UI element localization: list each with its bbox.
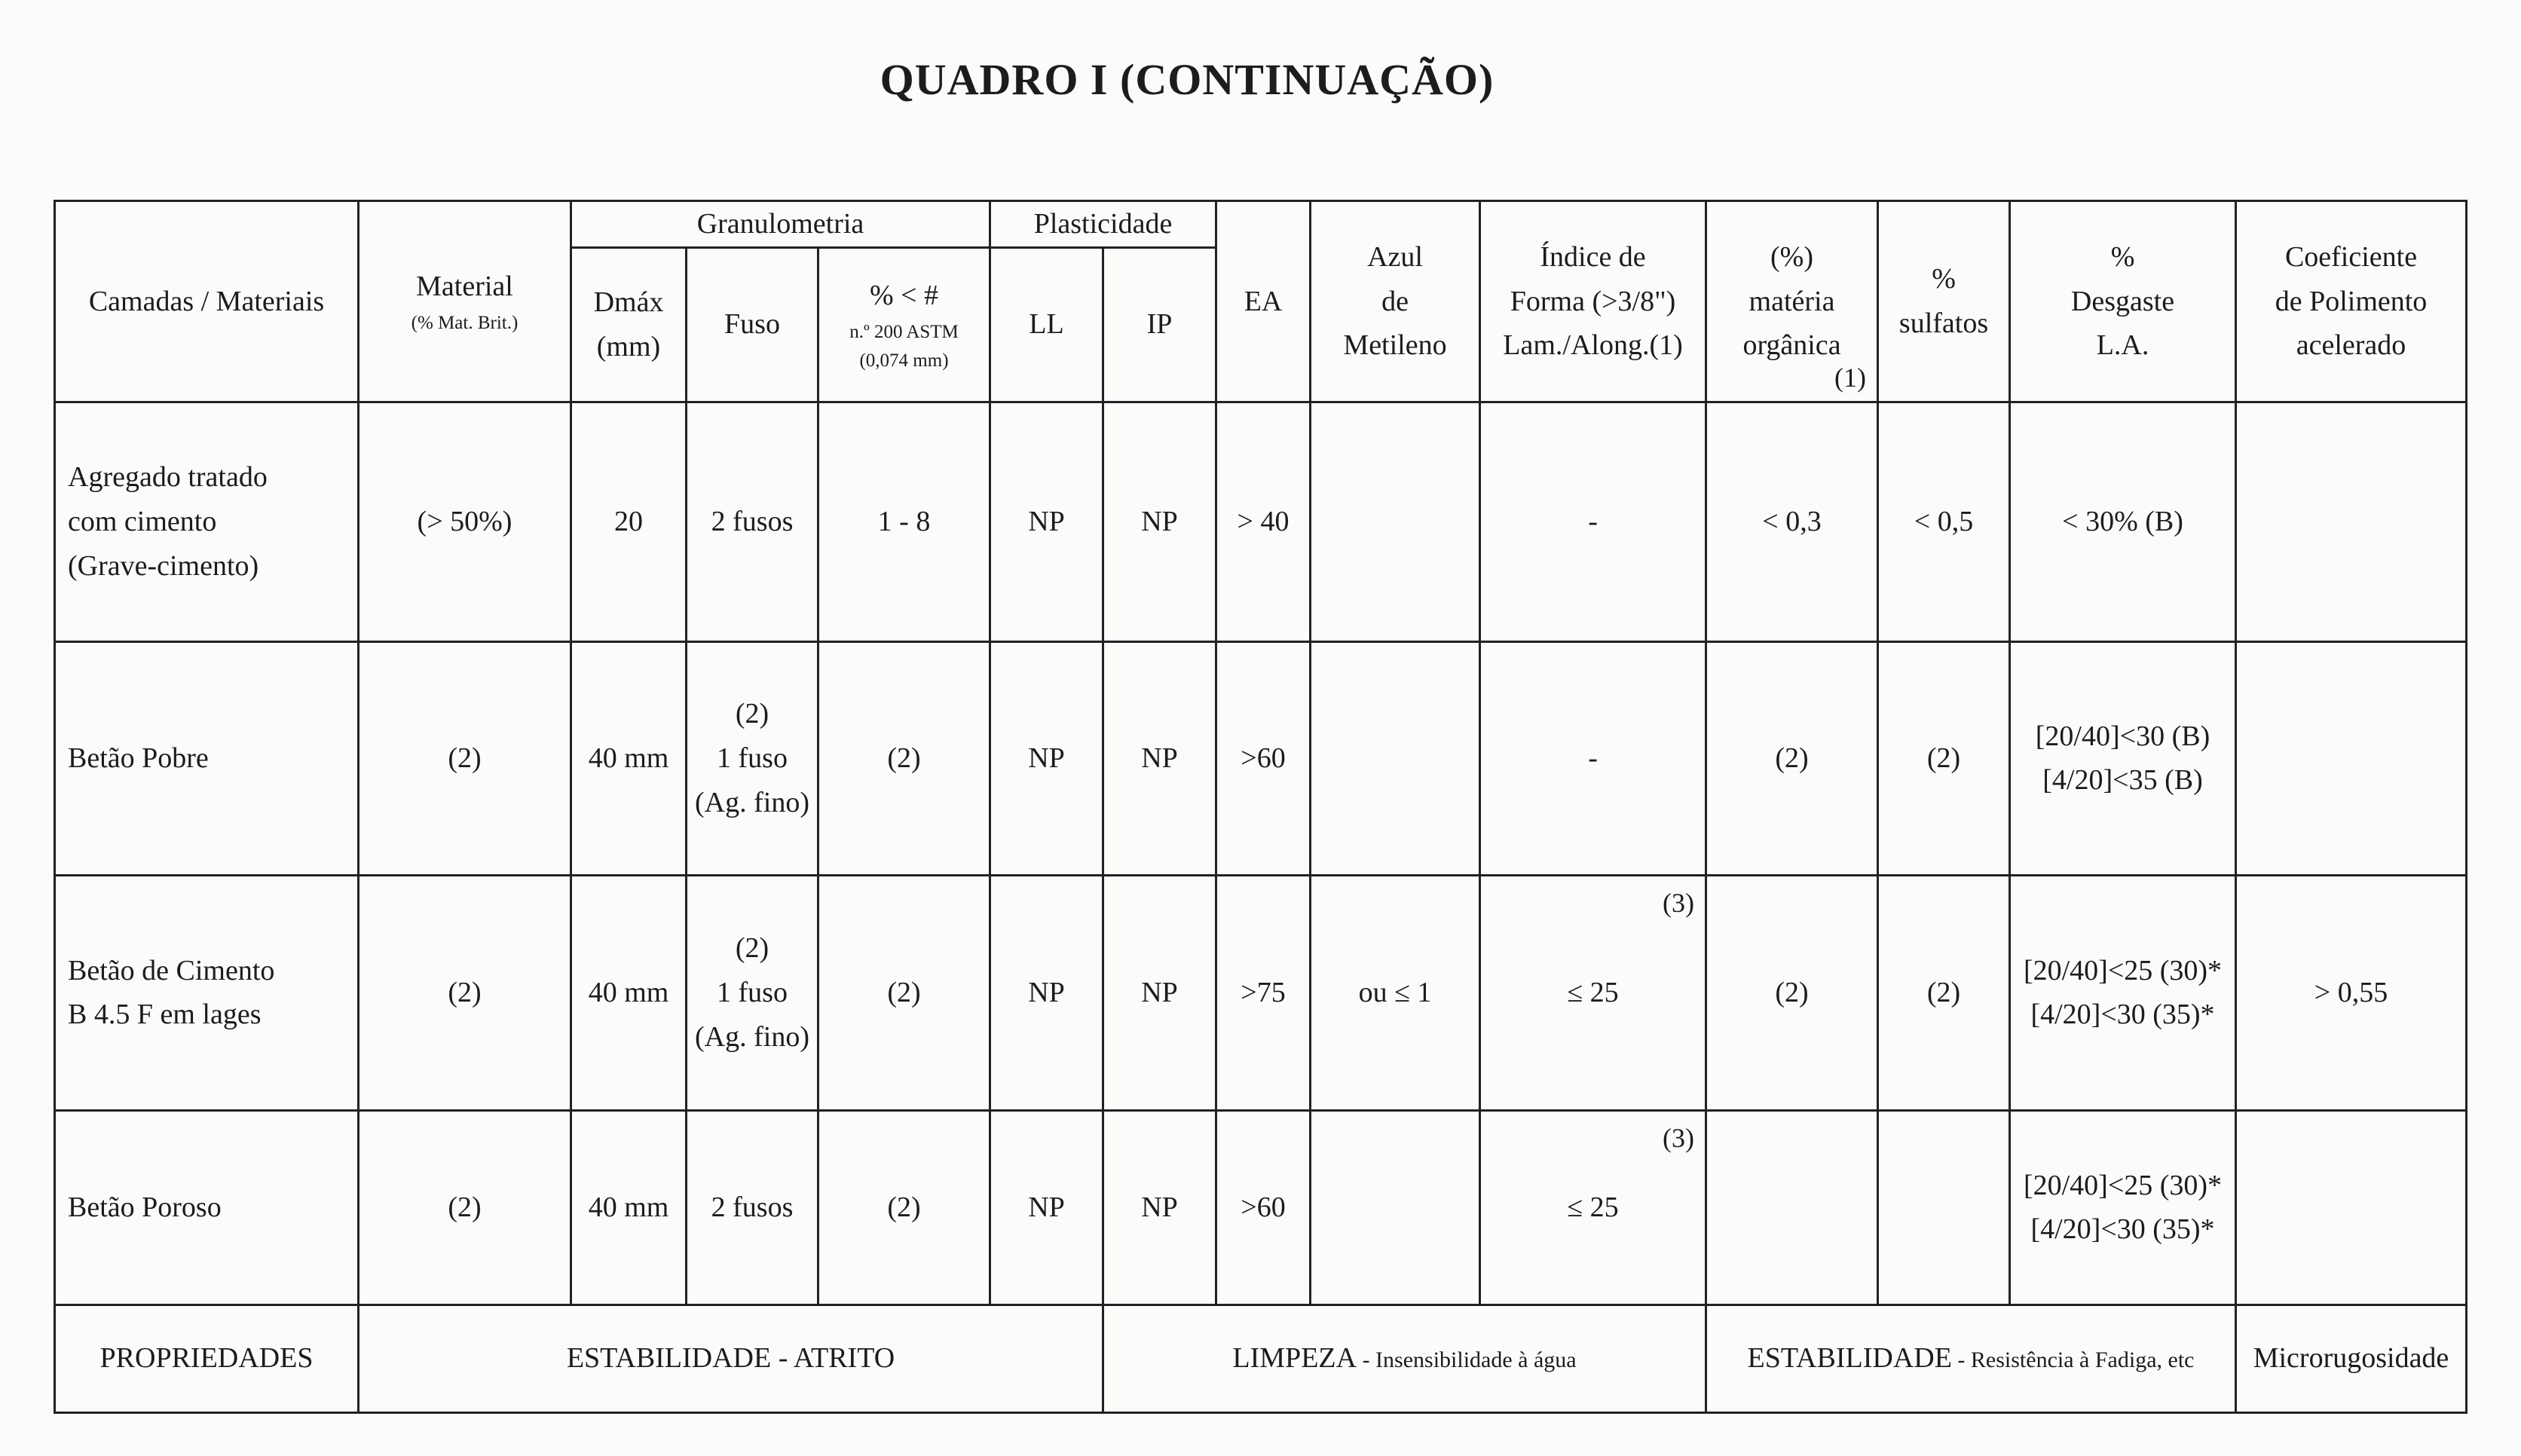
header-desg-line2: Desgaste xyxy=(2070,285,2175,317)
header-dmax xyxy=(571,247,687,402)
cell-passante: (2) xyxy=(818,641,990,875)
cell-ll: NP xyxy=(990,875,1103,1110)
cell-ea: > 40 xyxy=(1216,402,1311,641)
header-indice-forma xyxy=(1480,201,1706,402)
header-mo-line2: matéria xyxy=(1748,285,1835,317)
cell-ll: NP xyxy=(990,1110,1103,1305)
header-camadas: Camadas / Materiais xyxy=(55,201,359,402)
header-desgaste xyxy=(2010,201,2236,402)
header-dmax-line2: (mm) xyxy=(596,330,661,362)
cell-sulfatos: (2) xyxy=(1878,875,2010,1110)
cell-materia-organica: < 0,3 xyxy=(1706,402,1878,641)
cell-ip: NP xyxy=(1103,875,1216,1110)
cell-passante: (2) xyxy=(818,1110,990,1305)
cell-coeficiente xyxy=(2236,641,2467,875)
row-name xyxy=(55,402,359,641)
cell-materia-organica: (2) xyxy=(1706,641,1878,875)
cell-coeficiente xyxy=(2236,1110,2467,1305)
cell-ll: NP xyxy=(990,402,1103,641)
cell-coeficiente xyxy=(2236,402,2467,641)
header-materia-organica xyxy=(1706,201,1878,402)
cell-passante: (2) xyxy=(818,875,990,1110)
header-material-label: Material xyxy=(416,271,513,303)
cell-desgaste: < 30% (B) xyxy=(2010,402,2236,641)
header-ll: LL xyxy=(990,247,1103,402)
footer-estabilidade-atrito: ESTABILIDADE - ATRITO xyxy=(359,1305,1103,1412)
cell-ip: NP xyxy=(1103,402,1216,641)
cell-sulfatos: (2) xyxy=(1878,641,2010,875)
cell-material: (2) xyxy=(359,875,571,1110)
cell-fuso xyxy=(687,641,818,875)
header-material-sub: (% Mat. Brit.) xyxy=(411,313,519,334)
cell-indice-value: ≤ 25 xyxy=(1567,976,1619,1008)
header-azul-metileno xyxy=(1311,201,1480,402)
cell-ip: NP xyxy=(1103,641,1216,875)
cell-azul: ou ≤ 1 xyxy=(1311,875,1480,1110)
header-material xyxy=(359,201,571,402)
header-mo-note: (1) xyxy=(1834,362,1867,393)
cell-ip: NP xyxy=(1103,1110,1216,1305)
cell-indice xyxy=(1480,875,1706,1110)
header-passante-line2: n.º 200 ASTM xyxy=(849,321,959,342)
header-ea: EA xyxy=(1216,201,1311,402)
header-indice-line3: Lam./Along.(1) xyxy=(1503,329,1683,362)
cell-fuso xyxy=(687,875,818,1110)
header-plasticidade: Plasticidade xyxy=(990,201,1216,248)
header-indice-line1: Índice de xyxy=(1540,240,1646,273)
cell-desgaste-line1: [20/40]<25 (30)* xyxy=(2023,954,2223,986)
cell-dmax: 40 mm xyxy=(571,1110,687,1305)
row-name-line1: Betão de Cimento xyxy=(68,954,275,986)
header-sulf-line2: sulfatos xyxy=(1898,307,1989,339)
cell-desgaste-line1: [20/40]<25 (30)* xyxy=(2023,1169,2223,1201)
cell-fuso-line3: (Ag. fino) xyxy=(695,1020,809,1053)
cell-desgaste-line2: [4/20]<30 (35)* xyxy=(2030,999,2215,1031)
header-azul-line1: Azul xyxy=(1367,240,1423,273)
cell-fuso-line2: 1 fuso xyxy=(717,976,788,1008)
table-row xyxy=(55,1110,2467,1305)
cell-ll: NP xyxy=(990,641,1103,875)
header-coeficiente-polimento xyxy=(2236,201,2467,402)
header-desg-line3: L.A. xyxy=(2096,329,2149,362)
header-passante-line1: % < # xyxy=(869,279,939,311)
row-name xyxy=(55,875,359,1110)
header-coef-line1: Coeficiente xyxy=(2284,240,2418,273)
cell-desgaste xyxy=(2010,641,2236,875)
row-name-line3: (Grave-cimento) xyxy=(68,549,259,582)
cell-azul xyxy=(1311,1110,1480,1305)
header-row-groups xyxy=(55,201,2467,248)
cell-desgaste xyxy=(2010,1110,2236,1305)
header-passante-line3: (0,074 mm) xyxy=(859,350,949,372)
row-name-line2: com cimento xyxy=(68,505,217,537)
header-granulometria: Granulometria xyxy=(571,201,990,248)
cell-fuso-line3: (Ag. fino) xyxy=(695,786,809,818)
cell-azul xyxy=(1311,402,1480,641)
cell-fuso-line2: 1 fuso xyxy=(717,742,788,774)
header-mo-line1: (%) xyxy=(1770,240,1813,273)
cell-material: (> 50%) xyxy=(359,402,571,641)
footer-estabilidade-desc: - Resistência à Fadiga, etc xyxy=(1951,1347,2195,1373)
cell-dmax: 20 xyxy=(571,402,687,641)
cell-indice: - xyxy=(1480,641,1706,875)
cell-coeficiente: > 0,55 xyxy=(2236,875,2467,1110)
header-dmax-line1: Dmáx xyxy=(593,286,664,318)
cell-material: (2) xyxy=(359,641,571,875)
cell-ea: >75 xyxy=(1216,875,1311,1110)
header-sulf-line1: % xyxy=(1932,263,1956,295)
table-row xyxy=(55,875,2467,1110)
cell-desgaste xyxy=(2010,875,2236,1110)
header-coef-line2: de Polimento xyxy=(2275,285,2428,317)
header-sulfatos xyxy=(1878,201,2010,402)
table-row xyxy=(55,402,2467,641)
cell-sulfatos: < 0,5 xyxy=(1878,402,2010,641)
footer-propriedades-label: PROPRIEDADES xyxy=(55,1305,359,1412)
cell-passante: 1 - 8 xyxy=(818,402,990,641)
cell-ea: >60 xyxy=(1216,1110,1311,1305)
cell-desgaste-line1: [20/40]<30 (B) xyxy=(2035,720,2210,752)
cell-indice xyxy=(1480,1110,1706,1305)
cell-dmax: 40 mm xyxy=(571,641,687,875)
page-title: QUADRO I (CONTINUAÇÃO) xyxy=(880,55,1495,104)
cell-indice-note: (3) xyxy=(1663,1122,1695,1153)
cell-desgaste-line2: [4/20]<30 (35)* xyxy=(2030,1213,2215,1246)
cell-fuso: 2 fusos xyxy=(687,402,818,641)
cell-indice-value: ≤ 25 xyxy=(1567,1191,1619,1223)
footer-estabilidade-fadiga xyxy=(1706,1305,2236,1412)
row-name-line2: B 4.5 F em lages xyxy=(68,999,262,1031)
header-azul-line3: Metileno xyxy=(1343,329,1447,362)
header-fuso: Fuso xyxy=(687,247,818,402)
cell-azul xyxy=(1311,641,1480,875)
footer-microrugosidade: Microrugosidade xyxy=(2236,1305,2467,1412)
header-mo-line3: orgânica xyxy=(1742,329,1841,362)
footer-limpeza xyxy=(1103,1305,1706,1412)
header-desg-line1: % xyxy=(2110,240,2135,273)
cell-fuso: 2 fusos xyxy=(687,1110,818,1305)
header-indice-line2: Forma (>3/8") xyxy=(1510,285,1676,317)
properties-table xyxy=(54,200,2467,1414)
header-ip: IP xyxy=(1103,247,1216,402)
cell-materia-organica: (2) xyxy=(1706,875,1878,1110)
cell-material: (2) xyxy=(359,1110,571,1305)
cell-ea: >60 xyxy=(1216,641,1311,875)
footer-limpeza-desc: - Insensibilidade à água xyxy=(1357,1347,1577,1373)
table-row xyxy=(55,641,2467,875)
row-name: Betão Pobre xyxy=(55,641,359,875)
header-passante-200 xyxy=(818,247,990,402)
footer-row-propriedades xyxy=(55,1305,2467,1412)
row-name: Betão Poroso xyxy=(55,1110,359,1305)
cell-materia-organica xyxy=(1706,1110,1878,1305)
cell-indice-note: (3) xyxy=(1663,887,1695,918)
footer-estabilidade-label: ESTABILIDADE xyxy=(1747,1342,1952,1375)
cell-dmax: 40 mm xyxy=(571,875,687,1110)
cell-fuso-line1: (2) xyxy=(735,698,769,730)
footer-limpeza-label: LIMPEZA xyxy=(1232,1342,1357,1375)
header-azul-line2: de xyxy=(1381,285,1409,317)
cell-desgaste-line2: [4/20]<35 (B) xyxy=(2042,764,2203,797)
header-coef-line3: acelerado xyxy=(2296,329,2406,362)
cell-sulfatos xyxy=(1878,1110,2010,1305)
cell-indice: - xyxy=(1480,402,1706,641)
row-name-line1: Agregado tratado xyxy=(68,461,268,494)
cell-fuso-line1: (2) xyxy=(735,932,769,965)
